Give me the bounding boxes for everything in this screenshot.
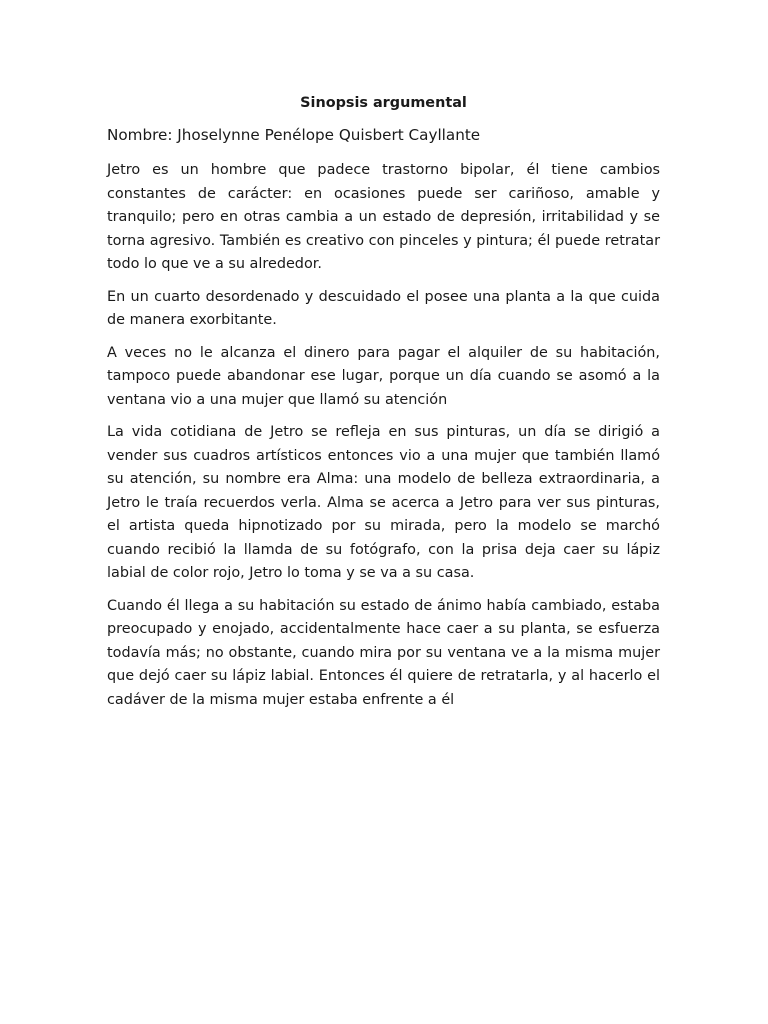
author-label: Nombre: [107,125,173,144]
author-line [107,124,660,148]
paragraph-2: En un cuarto desordenado y descuidado el posee una planta a la que cuida de manera exorbitante. [107,288,660,328]
author-name: Jhoselynne Penélope Quisbert Cayllante [177,125,481,144]
document-title: Sinopsis argumental [300,95,467,111]
document-body [107,92,660,712]
paragraph-5: Cuando él llega a su habitación su estado de ánimo había cambiado, estaba preocupado y enojado, accidentalmente hace caer a su planta, se esfuerza todavía más; no obstante, cuando mira por su ventana ve a la misma mujer que dejó caer su lápiz labial. Entonces él quiere de retratarla, y al hacerlo el cadáver de la misma mujer estaba enfrente a él [107,597,660,708]
paragraph-4: La vida cotidiana de Jetro se refleja en sus pinturas, un día se dirigió a vender sus cuadros artísticos entonces vio a una mujer que también llamó su atención, su nombre era Alma: una modelo de belleza extraordinaria, a Jetro le traía recuerdos verla. Alma se acerca a Jetro para ver sus pinturas, el artista queda hipnotizado por su mirada, pero la modelo se marchó cuando recibió la llamda de su fotógrafo, con la prisa deja caer su lápiz labial de color rojo, Jetro lo toma y se va a su casa. [107,424,660,581]
paragraph-3: A veces no le alcanza el dinero para pagar el alquiler de su habitación, tampoco puede abandonar ese lugar, porque un día cuando se asomó a la ventana vio a una mujer que llamó su atención [107,344,660,408]
paragraph-1: Jetro es un hombre que padece trastorno bipolar, él tiene cambios constantes de carácter: en ocasiones puede ser cariñoso, amable y tranquilo; pero en otras cambia a un estado de depresión, irritabilidad y se torna agresivo. También es creativo con pinceles y pintura; él puede retratar todo lo que ve a su alrededor. [107,162,660,272]
